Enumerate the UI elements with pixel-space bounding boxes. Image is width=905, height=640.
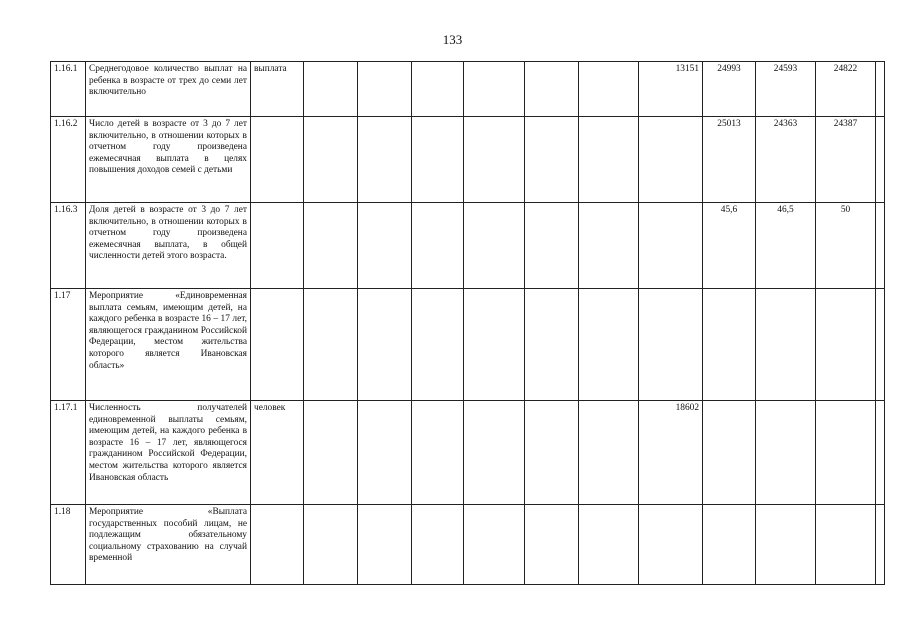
value-cell [756, 505, 816, 585]
value-cell [464, 401, 525, 505]
value-cell: 13151 [639, 62, 703, 117]
unit-cell [251, 203, 304, 289]
value-cell [756, 289, 816, 401]
unit-cell: выплата [251, 62, 304, 117]
indicator-name: Мероприятие «Выплата государственных пособий лицам, не подлежащим обязательному социальному страхованию на случай временной [86, 505, 251, 585]
value-cell: 24822 [816, 62, 876, 117]
value-cell [358, 62, 412, 117]
value-cell: 25013 [703, 117, 756, 203]
value-cell [579, 117, 639, 203]
value-cell [525, 505, 579, 585]
row-number: 1.16.3 [51, 203, 86, 289]
value-cell [464, 289, 525, 401]
value-cell [876, 62, 885, 117]
value-cell [876, 401, 885, 505]
value-cell [304, 289, 358, 401]
value-cell [876, 203, 885, 289]
unit-cell [251, 117, 304, 203]
value-cell [579, 203, 639, 289]
value-cell [703, 505, 756, 585]
row-number: 1.18 [51, 505, 86, 585]
indicator-name: Среднегодовое количество выплат на ребенка в возрасте от трех до семи лет включительно [86, 62, 251, 117]
table-row [51, 62, 885, 117]
unit-cell [251, 289, 304, 401]
value-cell [412, 117, 464, 203]
value-cell [412, 401, 464, 505]
value-cell [579, 289, 639, 401]
value-cell: 46,5 [756, 203, 816, 289]
value-cell [525, 62, 579, 117]
row-number: 1.16.2 [51, 117, 86, 203]
value-cell [304, 117, 358, 203]
value-cell [412, 203, 464, 289]
value-cell [304, 62, 358, 117]
value-cell [816, 505, 876, 585]
value-cell [703, 289, 756, 401]
value-cell [525, 117, 579, 203]
value-cell [579, 62, 639, 117]
row-number: 1.17.1 [51, 401, 86, 505]
value-cell: 45,6 [703, 203, 756, 289]
value-cell [639, 289, 703, 401]
value-cell [358, 289, 412, 401]
table-row [51, 289, 885, 401]
value-cell [358, 505, 412, 585]
value-cell [304, 401, 358, 505]
unit-cell [251, 505, 304, 585]
value-cell [358, 117, 412, 203]
value-cell [304, 505, 358, 585]
value-cell: 24593 [756, 62, 816, 117]
value-cell [876, 505, 885, 585]
value-cell: 18602 [639, 401, 703, 505]
value-cell [525, 203, 579, 289]
table-row [51, 117, 885, 203]
value-cell [816, 401, 876, 505]
indicators-table [50, 61, 885, 585]
indicator-name: Мероприятие «Единовременная выплата семьям, имеющим детей, на каждого ребенка в возрасте 16 – 17 лет, являющегося гражданином Российской Федерации, местом жительства которого является Ивановская область» [86, 289, 251, 401]
unit-cell: человек [251, 401, 304, 505]
value-cell [464, 117, 525, 203]
value-cell [525, 401, 579, 505]
row-number: 1.17 [51, 289, 86, 401]
value-cell [464, 203, 525, 289]
table-row [51, 401, 885, 505]
value-cell [816, 289, 876, 401]
value-cell [525, 289, 579, 401]
value-cell [756, 401, 816, 505]
value-cell [876, 117, 885, 203]
table-row [51, 203, 885, 289]
value-cell [464, 62, 525, 117]
value-cell [579, 505, 639, 585]
indicator-name: Число детей в возрасте от 3 до 7 лет включительно, в отношении которых в отчетном году произведена ежемесячная выплата в целях повышения доходов семей с детьми [86, 117, 251, 203]
value-cell [358, 203, 412, 289]
row-number: 1.16.1 [51, 62, 86, 117]
indicator-name: Численность получателей единовременной выплаты семьям, имеющим детей, на каждого ребенка в возрасте 16 – 17 лет, являющегося гражданином Российской Федерации, местом жительства которого является Ивановская область [86, 401, 251, 505]
value-cell [304, 203, 358, 289]
value-cell [412, 289, 464, 401]
value-cell [412, 62, 464, 117]
value-cell [639, 203, 703, 289]
table-body [51, 62, 885, 585]
value-cell [639, 505, 703, 585]
value-cell [876, 289, 885, 401]
value-cell [358, 401, 412, 505]
value-cell [412, 505, 464, 585]
value-cell [639, 117, 703, 203]
value-cell: 24363 [756, 117, 816, 203]
value-cell [703, 401, 756, 505]
value-cell: 24993 [703, 62, 756, 117]
table-row [51, 505, 885, 585]
value-cell: 24387 [816, 117, 876, 203]
value-cell [579, 401, 639, 505]
value-cell [464, 505, 525, 585]
page-number: 133 [442, 32, 463, 47]
indicator-name: Доля детей в возрасте от 3 до 7 лет включительно, в отношении которых в отчетном году произведена ежемесячная выплата, в общей численности детей этого возраста. [86, 203, 251, 289]
value-cell: 50 [816, 203, 876, 289]
